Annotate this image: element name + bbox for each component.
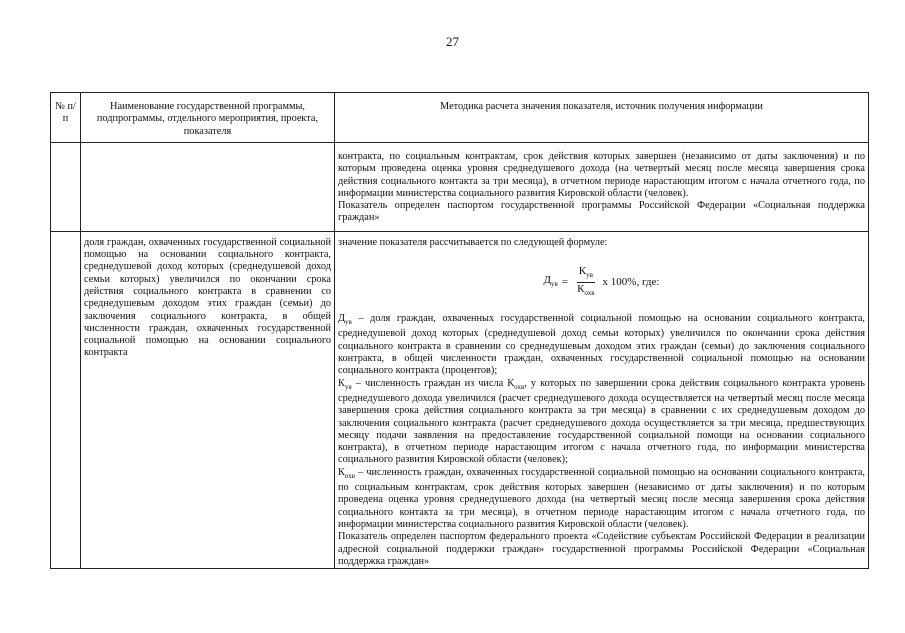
formula-tail: x 100%, где: [602, 275, 660, 288]
header-name: Наименование государственной программы, подпрограммы, отдельного мероприятия, проекта, показателя [81, 93, 335, 143]
row1-name [81, 143, 335, 232]
header-method: Методика расчета значения показателя, источник получения информации [335, 93, 869, 143]
table-row [51, 231, 869, 568]
formula-equals: = [561, 275, 569, 288]
definition-duv: $Д_{ув}$ – доля граждан, охваченных государственной социальной помощью на основании социального контракта, среднедушевой доход которых (среднедушевой доход семьи которых) увеличился по окончании срока действия социального контракта в сравнении со среднедушевым доходом этих граждан (семьи) до заключения социального контракта, в общей численности граждан, охваченных государственной социальной помощью на основании социального контракта (процентов); [338, 313, 865, 377]
row1-num [51, 143, 81, 232]
row1-source-text: Показатель определен паспортом государственной программы Российской Федерации «Социальная поддержка граждан» [338, 200, 865, 224]
formula [338, 265, 865, 299]
row1-method-text: контракта, по социальным контрактам, срок действия которых завершен (независимо от даты заключения) и по которым проведена оценка уровня среднедушевого дохода (на четвертый месяц после месяца завершения срока действия социального контакта за три месяца), в отчетном периоде нарастающим итогом с начала отчетного года, по информации министерства социального развития Кировской области (человек). [338, 151, 865, 199]
definition-kohv: $К_{охв}$ – численность граждан, охваченных государственной социальной помощью на основании социального контракта, по социальным контрактам, срок действия которых завершен (независимо от даты заключения) и по которым проведена оценка уровня среднедушевого дохода (на четвертый месяц после месяца завершения срока действия социального контакта за три месяца), в отчетном периоде нарастающим итогом с начала отчетного года, по информации министерства социального развития Кировской области (человек). [338, 466, 865, 530]
row1-method [335, 143, 869, 232]
definition-kuv: $К_{ув}$ – численность граждан из числа $К_{охв}$, у которых по завершении срока действия социального контракта уровень среднедушевого дохода увеличился (расчет среднедушевого дохода осуществляется на четвертый месяц после месяца завершения срока действия социального контракта за три месяца) в сравнении с их среднедушевым доходом до заключения социального контракта (расчет среднедушевого дохода осуществляется за три месяца, предшествующих месяцу подачи заявления на предоставление государственной социальной помощи на основании социального контракта), в отчетном периоде нарастающим итогом с начала отчетного года, по информации министерства социального развития Кировской области (человек); [338, 377, 865, 466]
formula-lhs: $Д_{ув}$ [543, 273, 558, 288]
formula-denominator: $К_{охв}$ [577, 282, 595, 297]
methodology-table [50, 92, 869, 569]
formula-fraction [575, 265, 596, 299]
row2-num [51, 231, 81, 568]
table-header-row [51, 93, 869, 143]
row2-name: доля граждан, охваченных государственной социальной помощью на основании социального контракта, среднедушевой доход которых (среднедушевой доход семьи которых) увеличился по окончании срока действия социального контракта в сравнении со среднедушевым доходом этих граждан (семьи) до заключения социального контракта, в общей численности граждан, охваченных государственной социальной помощью на основании социального контракта [81, 231, 335, 568]
formula-numerator: $К_{ув}$ [577, 265, 595, 282]
row2-method [335, 231, 869, 568]
table-row [51, 143, 869, 232]
row2-source-text: Показатель определен паспортом федерального проекта «Содействие субъектам Российской Федерации в реализации адресной социальной поддержки граждан» государственной программы Российской Федерации «Социальная поддержка граждан» [338, 531, 865, 567]
page-number: 27 [446, 34, 459, 49]
formula-intro: значение показателя рассчитывается по следующей формуле: [338, 236, 608, 248]
header-num: № п/п [51, 93, 81, 143]
